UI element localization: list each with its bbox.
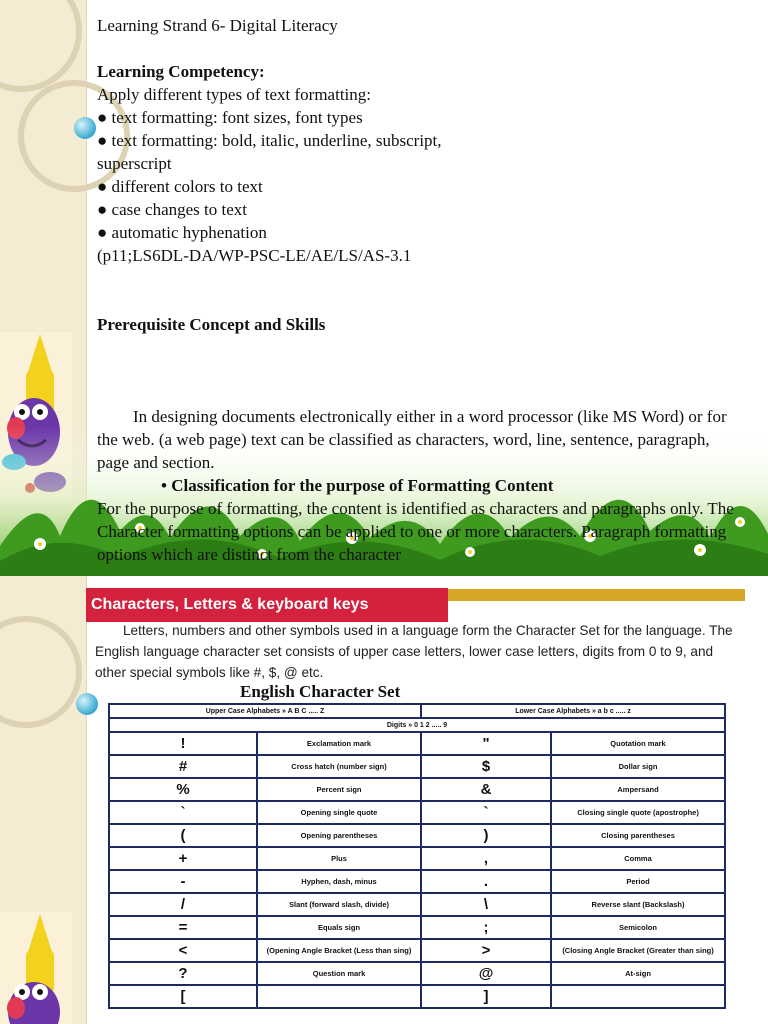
name-cell: Period xyxy=(551,870,725,893)
symbol-cell: . xyxy=(421,870,551,893)
symbol-cell: ] xyxy=(421,985,551,1008)
symbol-cell: ( xyxy=(109,824,257,847)
table-row xyxy=(109,755,725,778)
character-set-table xyxy=(108,703,726,1009)
symbol-cell: , xyxy=(421,847,551,870)
name-cell: Slant (forward slash, divide) xyxy=(257,893,421,916)
symbol-cell: + xyxy=(109,847,257,870)
symbol-cell: < xyxy=(109,939,257,962)
name-cell: Percent sign xyxy=(257,778,421,801)
name-cell: At-sign xyxy=(551,962,725,985)
symbol-cell: $ xyxy=(421,755,551,778)
symbol-cell: & xyxy=(421,778,551,801)
symbol-cell: ) xyxy=(421,824,551,847)
competency-intro: Apply different types of text formatting: xyxy=(97,85,371,104)
gold-accent-bar xyxy=(448,589,745,601)
name-cell: Dollar sign xyxy=(551,755,725,778)
character-set-paragraph: Letters, numbers and other symbols used in a language form the Character Set for the language. The English language character set consists of upper case letters, lower case letters, digits from 0 to 9, and other special symbols like #, $, @ etc. xyxy=(95,623,733,680)
prereq-heading: Prerequisite Concept and Skills xyxy=(97,315,326,334)
table-row xyxy=(109,870,725,893)
page-title: Learning Strand 6- Digital Literacy xyxy=(97,16,338,35)
table-row xyxy=(109,801,725,824)
header-uppercase: Upper Case Alphabets » A B C ..... Z xyxy=(109,704,421,718)
body-paragraph-2: For the purpose of formatting, the content is identified as characters and paragraphs only. The Character formatting options can be applied to one or more characters. Paragraph formatting options which are distinct from the character xyxy=(97,499,734,564)
table-row xyxy=(109,939,725,962)
bullet-item: ● automatic hyphenation xyxy=(97,223,267,242)
symbol-cell: " xyxy=(421,732,551,755)
name-cell: Semicolon xyxy=(551,916,725,939)
classification-heading: • Classification for the purpose of Formatting Content xyxy=(161,476,554,495)
lesson-text xyxy=(97,14,737,566)
crayon-mascot-icon xyxy=(0,912,72,1024)
blue-bead-icon xyxy=(76,693,98,715)
table-row xyxy=(109,824,725,847)
name-cell xyxy=(257,985,421,1008)
bullet-item: ● text formatting: font sizes, font types xyxy=(97,108,363,127)
symbol-cell: = xyxy=(109,916,257,939)
blue-bead-icon xyxy=(74,117,96,139)
table-row xyxy=(109,985,725,1008)
name-cell: (Opening Angle Bracket (Less than sing) xyxy=(257,939,421,962)
symbol-cell: / xyxy=(109,893,257,916)
name-cell: Equals sign xyxy=(257,916,421,939)
name-cell: Ampersand xyxy=(551,778,725,801)
table-row xyxy=(109,916,725,939)
table-row xyxy=(109,732,725,755)
name-cell: Plus xyxy=(257,847,421,870)
symbol-cell: ? xyxy=(109,962,257,985)
name-cell: Quotation mark xyxy=(551,732,725,755)
symbol-cell: @ xyxy=(421,962,551,985)
table-row xyxy=(109,962,725,985)
name-cell: Closing parentheses xyxy=(551,824,725,847)
bullet-item: ● case changes to text xyxy=(97,200,247,219)
symbol-cell: ` xyxy=(421,801,551,824)
table-row xyxy=(109,893,725,916)
symbol-cell: - xyxy=(109,870,257,893)
table-row xyxy=(109,778,725,801)
symbol-cell: ` xyxy=(109,801,257,824)
symbol-cell: [ xyxy=(109,985,257,1008)
bullet-item: ● text formatting: bold, italic, underline, subscript, xyxy=(97,131,442,150)
name-cell xyxy=(551,985,725,1008)
name-cell: Reverse slant (Backslash) xyxy=(551,893,725,916)
section-banner: Characters, Letters & keyboard keys xyxy=(86,588,448,622)
symbol-cell: % xyxy=(109,778,257,801)
symbol-cell: ; xyxy=(421,916,551,939)
name-cell: Opening parentheses xyxy=(257,824,421,847)
bullet-item: ● different colors to text xyxy=(97,177,263,196)
body-paragraph: In designing documents electronically either in a word processor (like MS Word) or for the web. (a web page) text can be classified as characters, word, line, sentence, paragraph, page and section. xyxy=(97,407,727,472)
name-cell: Opening single quote xyxy=(257,801,421,824)
slide-2 xyxy=(0,576,768,1024)
name-cell: (Closing Angle Bracket (Greater than sing) xyxy=(551,939,725,962)
name-cell: Exclamation mark xyxy=(257,732,421,755)
table-title: English Character Set xyxy=(240,682,401,701)
header-digits: Digits » 0 1 2 ..... 9 xyxy=(109,718,725,732)
name-cell: Closing single quote (apostrophe) xyxy=(551,801,725,824)
symbol-cell: > xyxy=(421,939,551,962)
table-row xyxy=(109,847,725,870)
symbol-cell: \ xyxy=(421,893,551,916)
competency-code: (p11;LS6DL-DA/WP-PSC-LE/AE/LS/AS-3.1 xyxy=(97,246,412,265)
symbol-cell: ! xyxy=(109,732,257,755)
name-cell: Question mark xyxy=(257,962,421,985)
symbol-cell: # xyxy=(109,755,257,778)
competency-heading: Learning Competency: xyxy=(97,62,265,81)
name-cell: Comma xyxy=(551,847,725,870)
name-cell: Hyphen, dash, minus xyxy=(257,870,421,893)
name-cell: Cross hatch (number sign) xyxy=(257,755,421,778)
bullet-item: superscript xyxy=(97,154,172,173)
header-lowercase: Lower Case Alphabets » a b c ..... z xyxy=(421,704,725,718)
